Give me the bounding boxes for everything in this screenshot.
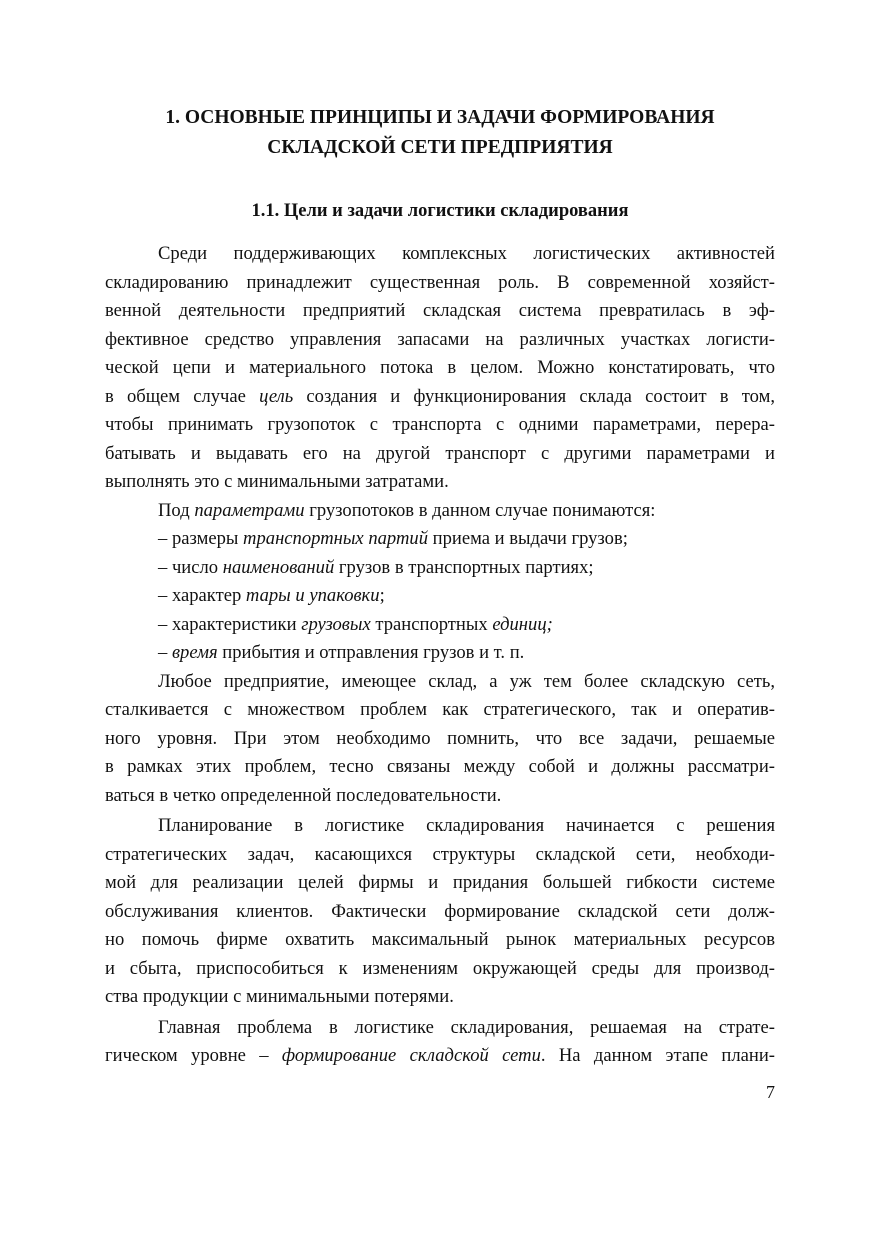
text-run: Под bbox=[158, 499, 195, 521]
text-run: приема и выдачи грузов; bbox=[428, 528, 628, 549]
text-run: в общем случае bbox=[105, 385, 260, 407]
text-run: создания и функционирования склада состоит в том, bbox=[293, 385, 775, 407]
chapter-title bbox=[105, 103, 775, 163]
italic-term: грузовых bbox=[301, 613, 371, 635]
italic-term: параметрами bbox=[194, 499, 305, 521]
text-run: – bbox=[158, 642, 172, 663]
text-run: – число bbox=[158, 556, 223, 578]
paragraph-line: стратегических задач, касающихся структуры складской сети, необходи- bbox=[105, 843, 775, 865]
paragraph-line: мой для реализации целей фирмы и придания большей гибкости системе bbox=[105, 872, 775, 893]
paragraph-line bbox=[105, 383, 775, 412]
chapter-title-line-1: 1. ОСНОВНЫЕ ПРИНЦИПЫ И ЗАДАЧИ ФОРМИРОВАНИЯ bbox=[165, 107, 715, 128]
text-run: . На данном этапе плани- bbox=[540, 1045, 775, 1066]
italic-term: единиц; bbox=[492, 613, 553, 635]
paragraph-line: но помочь фирме охватить максимальный рынок материальных ресурсов bbox=[105, 929, 775, 950]
text-run: гическом уровне – bbox=[105, 1045, 282, 1066]
text-run: прибытия и отправления грузов и т. п. bbox=[217, 642, 525, 663]
paragraph-line: обслуживания клиентов. Фактически формирование складской сети долж- bbox=[105, 900, 775, 922]
text-run: – характер bbox=[158, 585, 246, 606]
paragraph-line: венной деятельности предприятий складская система превратилась в эф- bbox=[105, 300, 775, 321]
list-item bbox=[105, 554, 775, 583]
paragraph-line: сталкивается с множеством проблем как стратегического, так и оператив- bbox=[105, 699, 775, 720]
italic-term: цель bbox=[259, 385, 294, 407]
paragraph-line: батывать и выдавать его на другой транспорт с другими параметрами и bbox=[105, 442, 775, 464]
chapter-title-line-2: СКЛАДСКОЙ СЕТИ ПРЕДПРИЯТИЯ bbox=[267, 137, 613, 158]
paragraph-line: складированию принадлежит существенная роль. В современной хозяйст- bbox=[105, 271, 775, 293]
paragraph-line: ства продукции с минимальными потерями. bbox=[105, 986, 454, 1007]
body-text bbox=[105, 240, 775, 1071]
paragraph-line: Главная проблема в логистике складирования, решаемая на страте- bbox=[158, 1016, 775, 1038]
paragraph-3 bbox=[105, 668, 775, 811]
paragraph-line bbox=[105, 1042, 775, 1071]
paragraph-line: Планирование в логистике складирования начинается с решения bbox=[158, 815, 775, 836]
italic-term: время bbox=[171, 642, 218, 663]
text-run: грузопотоков в данном случае понимаются: bbox=[304, 499, 656, 521]
paragraph-2 bbox=[105, 497, 775, 526]
text-run: грузов в транспортных партиях; bbox=[334, 556, 594, 578]
paragraph-1 bbox=[105, 240, 775, 497]
paragraph-line: ваться в четко определенной последовательности. bbox=[105, 784, 502, 806]
paragraph-line: Любое предприятие, имеющее склад, а уж тем более складскую сеть, bbox=[158, 670, 775, 692]
paragraph-line: фективное средство управления запасами на различных участках логисти- bbox=[105, 328, 775, 350]
italic-term: формирование складской сети bbox=[281, 1045, 541, 1066]
list-item bbox=[105, 611, 775, 640]
text-run: ; bbox=[379, 585, 385, 606]
italic-term: тары и упаковки bbox=[245, 585, 380, 606]
text-run: транспортных bbox=[370, 613, 493, 635]
italic-term: наименований bbox=[222, 556, 335, 578]
paragraph-line: ного уровня. При этом необходимо помнить, что все задачи, решаемые bbox=[105, 727, 775, 749]
list-item bbox=[105, 582, 775, 611]
list-item bbox=[105, 639, 775, 668]
paragraph-line: ческой цепи и материального потока в целом. Можно констатировать, что bbox=[105, 357, 775, 378]
paragraph-line: Среди поддерживающих комплексных логистических активностей bbox=[158, 243, 775, 264]
text-run: – размеры bbox=[158, 528, 244, 549]
paragraph-line: в рамках этих проблем, тесно связаны между собой и должны рассматри- bbox=[105, 756, 775, 777]
paragraph-4 bbox=[105, 812, 775, 1012]
paragraph-5 bbox=[105, 1014, 775, 1071]
section-title: 1.1. Цели и задачи логистики складирования bbox=[251, 201, 629, 221]
paragraph-line: и сбыта, приспособиться к изменениям окружающей среды для производ- bbox=[105, 957, 775, 979]
paragraph-line: чтобы принимать грузопоток с транспорта с одними параметрами, перера- bbox=[105, 414, 775, 435]
paragraph-line: выполнять это с минимальными затратами. bbox=[105, 471, 449, 492]
italic-term: транспортных партий bbox=[243, 528, 429, 549]
list-item bbox=[105, 525, 775, 554]
page-number: 7 bbox=[766, 1082, 775, 1102]
text-run: – характеристики bbox=[158, 613, 302, 635]
